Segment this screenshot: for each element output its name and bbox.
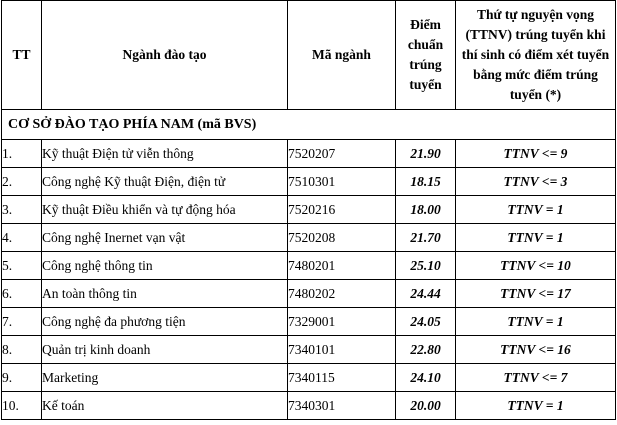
major-name: Kỹ thuật Điều khiển và tự động hóa: [42, 196, 288, 224]
row-number: 3.: [2, 196, 42, 224]
major-name: Marketing: [42, 364, 288, 392]
section-title: CƠ SỞ ĐÀO TẠO PHÍA NAM (mã BVS): [2, 110, 616, 140]
table-row: [2, 252, 616, 280]
table-row: [2, 308, 616, 336]
cutoff-score: 22.80: [396, 336, 456, 364]
section-row: [2, 110, 616, 140]
major-code: 7520208: [288, 224, 396, 252]
major-code: 7340115: [288, 364, 396, 392]
priority-rule: TTNV = 1: [456, 392, 616, 420]
major-name: An toàn thông tin: [42, 280, 288, 308]
major-name: Quản trị kinh doanh: [42, 336, 288, 364]
header-tt: TT: [2, 1, 42, 110]
major-code: 7329001: [288, 308, 396, 336]
priority-rule: TTNV <= 9: [456, 140, 616, 168]
major-code: 7340301: [288, 392, 396, 420]
cutoff-score: 24.05: [396, 308, 456, 336]
cutoff-score: 21.70: [396, 224, 456, 252]
admissions-table: [1, 0, 616, 420]
table-row: [2, 336, 616, 364]
major-name: Kỹ thuật Điện tử viễn thông: [42, 140, 288, 168]
table-row: [2, 224, 616, 252]
priority-rule: TTNV <= 16: [456, 336, 616, 364]
row-number: 6.: [2, 280, 42, 308]
major-code: 7520207: [288, 140, 396, 168]
major-name: Kế toán: [42, 392, 288, 420]
major-code: 7480201: [288, 252, 396, 280]
major-code: 7520216: [288, 196, 396, 224]
header-priority-rule: Thứ tự nguyện vọng (TTNV) trúng tuyển khi thí sinh có điểm xét tuyển bằng mức điểm trúng tuyển (*): [456, 1, 616, 110]
header-major: Ngành đào tạo: [42, 1, 288, 110]
header-major-code: Mã ngành: [288, 1, 396, 110]
row-number: 10.: [2, 392, 42, 420]
row-number: 9.: [2, 364, 42, 392]
major-name: Công nghệ Inernet vạn vật: [42, 224, 288, 252]
row-number: 1.: [2, 140, 42, 168]
cutoff-score: 21.90: [396, 140, 456, 168]
table-row: [2, 196, 616, 224]
row-number: 7.: [2, 308, 42, 336]
row-number: 2.: [2, 168, 42, 196]
major-code: 7510301: [288, 168, 396, 196]
table-row: [2, 280, 616, 308]
major-name: Công nghệ thông tin: [42, 252, 288, 280]
major-name: Công nghệ Kỹ thuật Điện, điện tử: [42, 168, 288, 196]
cutoff-score: 24.44: [396, 280, 456, 308]
table-row: [2, 364, 616, 392]
priority-rule: TTNV <= 10: [456, 252, 616, 280]
table-row: [2, 392, 616, 420]
priority-rule: TTNV <= 17: [456, 280, 616, 308]
table-row: [2, 168, 616, 196]
cutoff-score: 20.00: [396, 392, 456, 420]
cutoff-score: 18.15: [396, 168, 456, 196]
table-body: [2, 110, 616, 420]
priority-rule: TTNV <= 3: [456, 168, 616, 196]
major-code: 7340101: [288, 336, 396, 364]
major-name: Công nghệ đa phương tiện: [42, 308, 288, 336]
row-number: 4.: [2, 224, 42, 252]
table-row: [2, 140, 616, 168]
cutoff-score: 25.10: [396, 252, 456, 280]
priority-rule: TTNV = 1: [456, 224, 616, 252]
row-number: 5.: [2, 252, 42, 280]
priority-rule: TTNV <= 7: [456, 364, 616, 392]
header-row: [2, 1, 616, 110]
major-code: 7480202: [288, 280, 396, 308]
cutoff-score: 24.10: [396, 364, 456, 392]
priority-rule: TTNV = 1: [456, 196, 616, 224]
row-number: 8.: [2, 336, 42, 364]
priority-rule: TTNV = 1: [456, 308, 616, 336]
cutoff-score: 18.00: [396, 196, 456, 224]
header-cutoff-score: Điểm chuẩn trúng tuyển: [396, 1, 456, 110]
